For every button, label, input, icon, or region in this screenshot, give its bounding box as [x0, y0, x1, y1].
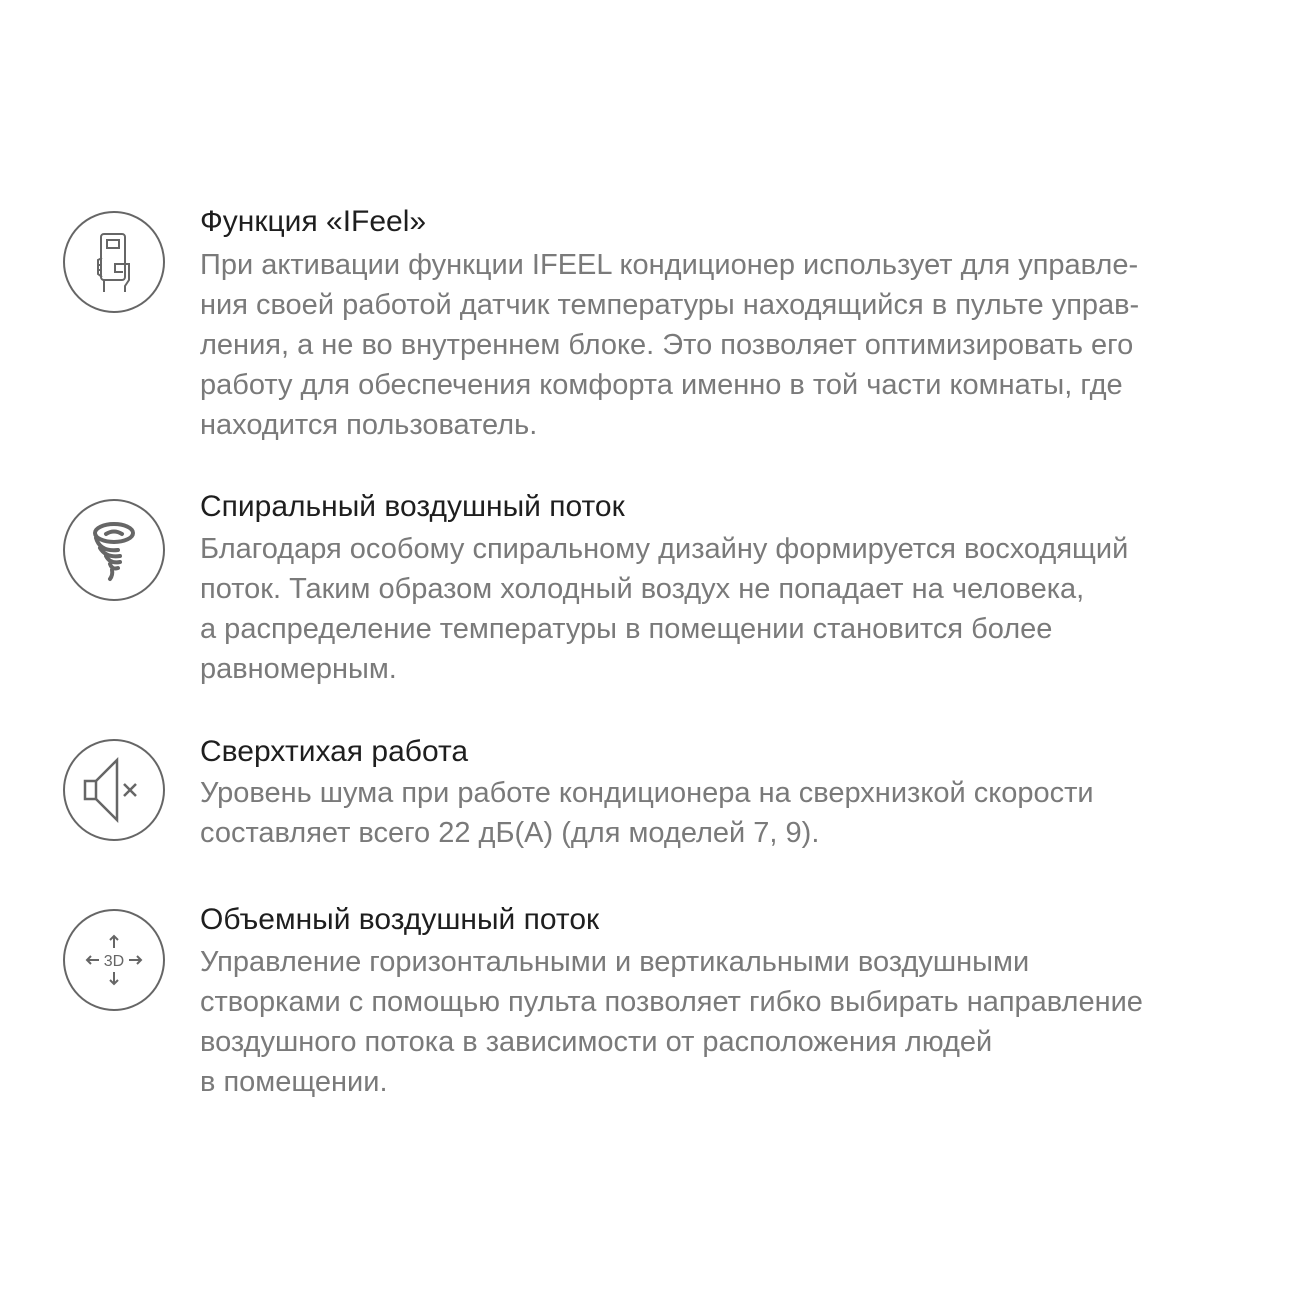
spiral-airflow-icon [62, 498, 166, 602]
feature-text-line: Управление горизонтальными и вертикальными воздушными [200, 946, 1030, 978]
feature-text-line: Благодаря особому спиральному дизайну формируется восходящий [200, 533, 1129, 565]
feature-title: Функция «IFeel» [200, 205, 427, 238]
3d-label: 3D [103, 953, 125, 970]
feature-text-line: в помещении. [200, 1066, 388, 1098]
feature-text-line: поток. Таким образом холодный воздух не попадает на человека, [200, 573, 1085, 605]
feature-text-line: а распределение температуры в помещении становится более [200, 613, 1053, 645]
feature-text-line: ления, а не во внутреннем блоке. Это позволяет оптимизировать его [200, 329, 1134, 361]
feature-text-line: воздушного потока в зависимости от расположения людей [200, 1026, 993, 1058]
speaker-mute-icon [62, 738, 166, 842]
feature-text-line: Уровень шума при работе кондиционера на сверхнизкой скорости [200, 777, 1094, 809]
feature-text-line: ния своей работой датчик температуры находящийся в пульте управ- [200, 289, 1140, 321]
feature-title: Сверхтихая работа [200, 735, 469, 768]
feature-text-line: находится пользователь. [200, 409, 538, 441]
feature-title: Спиральный воздушный поток [200, 490, 625, 523]
hand-remote-icon [62, 210, 166, 314]
feature-text-line: равномерным. [200, 653, 397, 685]
feature-title: Объемный воздушный поток [200, 903, 600, 936]
3d-airflow-icon [62, 908, 166, 1012]
feature-text-line: При активации функции IFEEL кондиционер использует для управле- [200, 249, 1139, 281]
feature-text-line: составляет всего 22 дБ(А) (для моделей 7, 9). [200, 817, 820, 849]
feature-text-line: работу для обеспечения комфорта именно в той части комнаты, где [200, 369, 1123, 401]
feature-text-line: створками с помощью пульта позволяет гибко выбирать направление [200, 986, 1143, 1018]
